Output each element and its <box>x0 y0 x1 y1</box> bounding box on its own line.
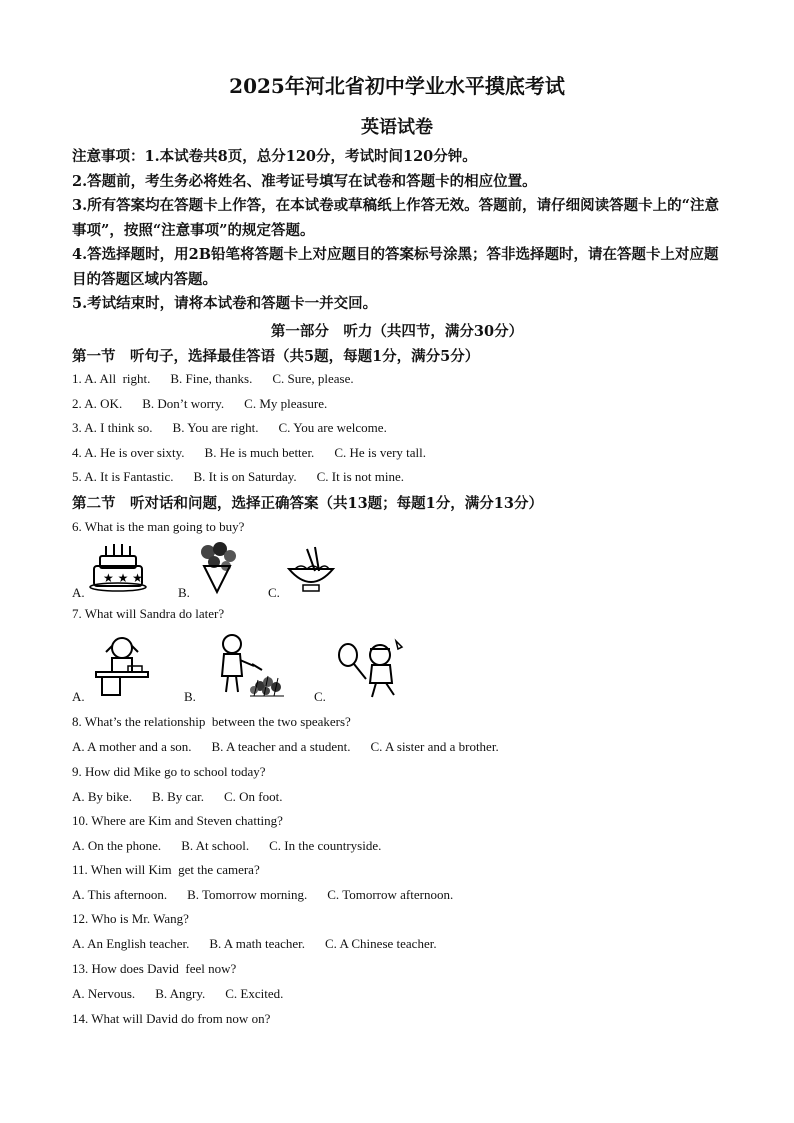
q8-b: B. A teacher and a student. <box>211 739 351 754</box>
notice-5: 5.考试结束时，请将本试卷和答题卡一并交回。 <box>72 295 378 312</box>
q8-a: A. A mother and a son. <box>72 739 192 754</box>
question-10-options <box>72 838 401 854</box>
question-9: 9. How did Mike go to school today? <box>72 764 266 779</box>
notice-1: 注意事项：1.本试卷共8页，总分120分，考试时间120分钟。 <box>72 148 477 165</box>
question-13: 13. How does David feel now? <box>72 961 237 976</box>
question-1 <box>72 371 374 387</box>
notice-3: 3.所有答案均在答题卡上作答，在本试卷或草稿纸上作答无效。答题前，请仔细阅读答题卡上的“注意事项”，按照“注意事项”的规定答题。 <box>72 197 719 239</box>
q10-b: B. At school. <box>181 838 250 853</box>
q3-a: 3. A. I think so. <box>72 420 153 435</box>
q6-label-c: C. <box>268 585 280 600</box>
q5-c: C. It is not mine. <box>316 469 405 484</box>
question-12-options <box>72 936 457 952</box>
q5-a: 5. A. It is Fantastic. <box>72 469 174 484</box>
question-6: 6. What is the man going to buy? <box>72 519 245 534</box>
q12-b: B. A math teacher. <box>209 936 306 951</box>
question-3 <box>72 420 407 436</box>
q11-a: A. This afternoon. <box>72 887 168 902</box>
question-11-options <box>72 887 473 903</box>
section2-heading: 第二节 听对话和问题，选择正确答案（共13题；每题1分，满分13分） <box>72 495 543 512</box>
q13-b: B. Angry. <box>155 986 206 1001</box>
question-14: 14. What will David do from now on? <box>72 1011 271 1026</box>
question-4 <box>72 445 446 461</box>
section1-heading: 第一节 听句子，选择最佳答语（共5题，每题1分，满分5分） <box>72 348 480 365</box>
exam-title: 2025年河北省初中学业水平摸底考试 <box>229 74 565 98</box>
q10-a: A. On the phone. <box>72 838 162 853</box>
q12-a: A. An English teacher. <box>72 936 190 951</box>
q1-c: C. Sure, please. <box>272 371 354 386</box>
q12-c: C. A Chinese teacher. <box>325 936 437 951</box>
cake-icon <box>88 540 148 592</box>
q4-c: C. He is very tall. <box>334 445 427 460</box>
question-8-options <box>72 739 519 755</box>
girl-watering-flowers-icon <box>202 630 287 700</box>
svg-text:★ ★ ★: ★ ★ ★ <box>103 571 143 585</box>
q1-b: B. Fine, thanks. <box>170 371 253 386</box>
girl-studying-icon <box>92 630 152 700</box>
q1-a: 1. A. All right. <box>72 371 151 386</box>
q7-label-b: B. <box>184 689 196 704</box>
notice-4: 4.答选择题时，用2B铅笔将答题卡上对应题目的答案标号涂黑；答非选择题时，请在答题卡上对应题目的答题区域内答题。 <box>72 246 719 288</box>
q3-c: C. You are welcome. <box>278 420 387 435</box>
q9-c: C. On foot. <box>223 789 283 804</box>
q2-a: 2. A. OK. <box>72 396 123 411</box>
noodles-icon <box>285 545 337 595</box>
q3-b: B. You are right. <box>172 420 259 435</box>
q2-c: C. My pleasure. <box>244 396 328 411</box>
q7-label-c: C. <box>314 689 326 704</box>
question-9-options <box>72 789 302 805</box>
question-13-options <box>72 986 303 1002</box>
q4-a: 4. A. He is over sixty. <box>72 445 185 460</box>
q11-b: B. Tomorrow morning. <box>187 887 308 902</box>
question-5 <box>72 469 424 485</box>
question-12: 12. Who is Mr. Wang? <box>72 911 189 926</box>
q6-label-a: A. <box>72 585 85 600</box>
question-2 <box>72 396 347 412</box>
q4-b: B. He is much better. <box>204 445 315 460</box>
q13-c: C. Excited. <box>225 986 284 1001</box>
q9-a: A. By bike. <box>72 789 132 804</box>
notices <box>72 145 724 317</box>
girl-playing-badminton-icon <box>330 635 415 700</box>
question-7: 7. What will Sandra do later? <box>72 606 225 621</box>
q11-c: C. Tomorrow afternoon. <box>327 887 454 902</box>
q6-label-b: B. <box>178 585 190 600</box>
question-10: 10. Where are Kim and Steven chatting? <box>72 813 283 828</box>
exam-subtitle: 英语试卷 <box>361 117 433 138</box>
q5-b: B. It is on Saturday. <box>193 469 297 484</box>
flowers-icon <box>192 540 242 595</box>
part-heading: 第一部分 听力（共四节，满分30分） <box>270 323 524 340</box>
question-11: 11. When will Kim get the camera? <box>72 862 260 877</box>
q2-b: B. Don’t worry. <box>142 396 225 411</box>
q9-b: B. By car. <box>151 789 204 804</box>
q7-label-a: A. <box>72 689 85 704</box>
question-8: 8. What’s the relationship between the two speakers? <box>72 714 351 729</box>
q13-a: A. Nervous. <box>72 986 136 1001</box>
notice-2: 2.答题前，考生务必将姓名、准考证号填写在试卷和答题卡的相应位置。 <box>72 172 537 190</box>
q8-c: C. A sister and a brother. <box>370 739 499 754</box>
q10-c: C. In the countryside. <box>269 838 382 853</box>
